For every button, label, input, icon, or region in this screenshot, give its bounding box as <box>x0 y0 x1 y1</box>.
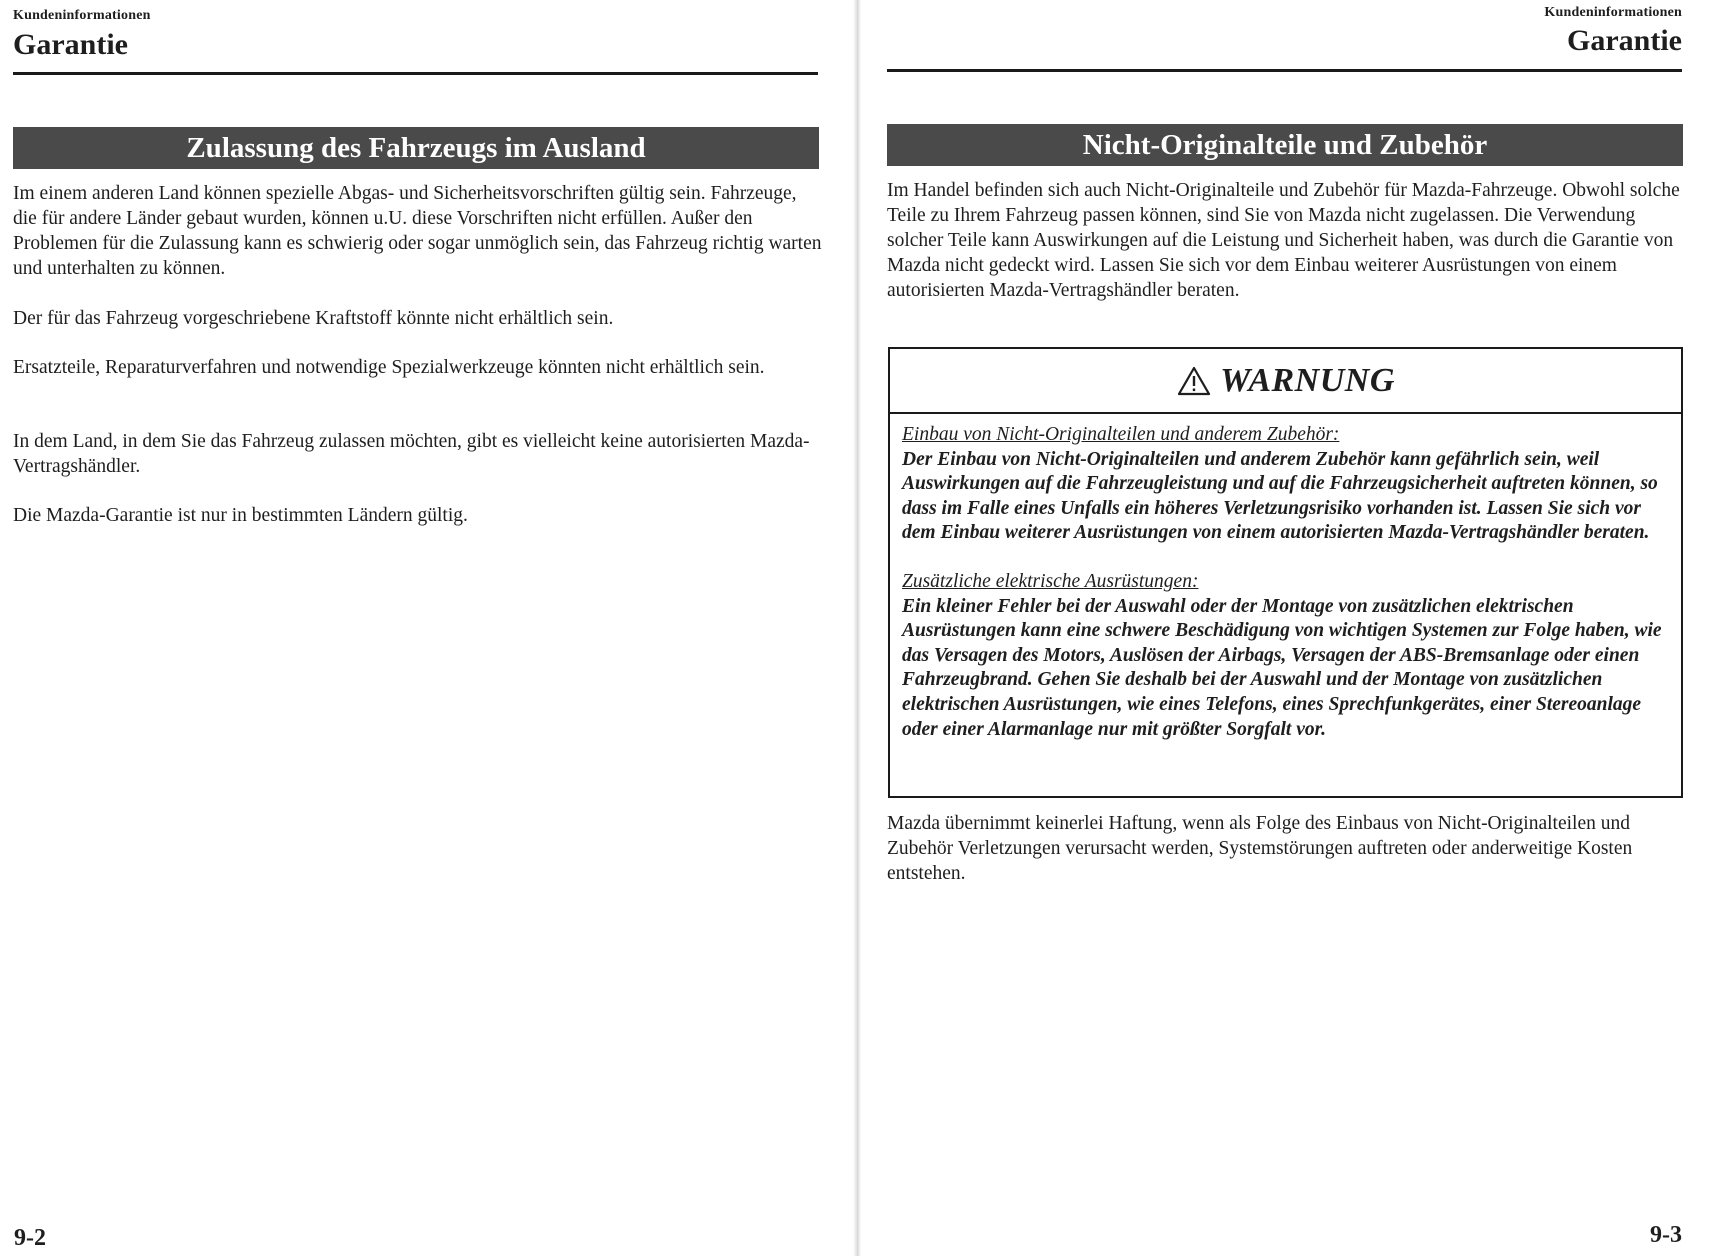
section-title: Nicht-Originalteile und Zubehör <box>887 124 1683 166</box>
paragraph-warranty-countries: Die Mazda-Garantie ist nur in bestimmten Ländern gültig. <box>13 505 468 526</box>
warning-block-electrical-equipment <box>902 570 1669 742</box>
warning-title: WARNUNG <box>1220 361 1395 399</box>
warning-subheading: Zusätzliche elektrische Ausrüstungen: <box>902 570 1199 592</box>
running-header-kicker: Kundeninformationen <box>13 8 151 23</box>
warning-text: Der Einbau von Nicht-Originalteilen und anderem Zubehör kann gefährlich sein, weil Auswirkungen auf die Fahrzeugleistung und auf die Fahrzeugsicherheit auftreten können, so dass im Falle eines Unfalls ein höheres Verletzungsrisiko vorhanden ist. Lassen Sie sich vor dem Einbau weiterer Ausrüstungen von einem autorisierten Mazda-Vertragshändler beraten. <box>902 448 1658 544</box>
warning-text: Ein kleiner Fehler bei der Auswahl oder der Montage von zusätzlichen elektrischen Ausrüstungen kann eine schwere Beschädigung von wichtigen Systemen zur Folge haben, wie das Versagen des Motors, Auslösen der Airbags, Versagen der ABS-Bremsanlage oder einen Fahrzeugbrand. Gehen Sie deshalb bei der Auswahl und der Montage von zusätzlichen elektrischen Ausrüstungen, wie eines Telefons, eines Sprechfunkgerätes, einer Stereoanlage oder einer Alarmanlage nur mit größter Sorgfalt vor. <box>902 595 1662 740</box>
warning-block-non-original-parts <box>902 423 1669 546</box>
right-page <box>857 0 1714 1256</box>
warning-subheading: Einbau von Nicht-Originalteilen und anderem Zubehör: <box>902 424 1340 445</box>
running-header-kicker: Kundeninformationen <box>1544 5 1682 20</box>
warning-header <box>890 349 1681 414</box>
page-number: 9-3 <box>1650 1222 1682 1248</box>
warning-body <box>890 414 1681 742</box>
paragraph-fuel: Der für das Fahrzeug vorgeschriebene Kraftstoff könnte nicht erhältlich sein. <box>13 308 614 329</box>
running-header-title: Garantie <box>13 28 128 61</box>
paragraph-liability: Mazda übernimmt keinerlei Haftung, wenn als Folge des Einbaus von Nicht-Originalteilen und Zubehör Verletzungen verursacht werden, Systemstörungen auftreten oder anderweitige Kosten entstehen. <box>887 813 1633 884</box>
header-rule <box>13 72 818 75</box>
paragraph-dealers: In dem Land, in dem Sie das Fahrzeug zulassen möchten, gibt es vielleicht keine autorisierten Mazda-Vertragshändler. <box>13 431 810 477</box>
section-title: Zulassung des Fahrzeugs im Ausland <box>13 127 819 169</box>
warning-triangle-icon <box>1176 365 1212 397</box>
running-header-title: Garantie <box>1567 24 1682 57</box>
page-number: 9-2 <box>14 1225 46 1251</box>
paragraph-intro: Im Handel befinden sich auch Nicht-Originalteile und Zubehör für Mazda-Fahrzeuge. Obwohl solche Teile zu Ihrem Fahrzeug passen können, sind Sie von Mazda nicht zugelassen. Die Verwendung solcher Teile kann Auswirkungen auf die Leistung und Sicherheit haben, was durch die Garantie von Mazda nicht gedeckt wird. Lassen Sie sich vor dem Einbau weiterer Ausrüstungen von einem autorisierten Mazda-Vertragshändler beraten. <box>887 180 1680 301</box>
warning-box <box>888 347 1683 798</box>
paragraph-spare-parts: Ersatzteile, Reparaturverfahren und notwendige Spezialwerkzeuge könnten nicht erhältlich sein. <box>13 357 765 378</box>
paragraph-regulations: Im einem anderen Land können spezielle Abgas- und Sicherheitsvorschriften gültig sein. Fahrzeuge, die für andere Länder gebaut wurden, können u.U. diese Vorschriften nicht erfüllen. Außer den Problemen für die Zulassung kann es schwierig oder sogar unmöglich sein, das Fahrzeug richtig warten und unterhalten zu können. <box>13 183 822 279</box>
header-rule <box>887 69 1682 72</box>
